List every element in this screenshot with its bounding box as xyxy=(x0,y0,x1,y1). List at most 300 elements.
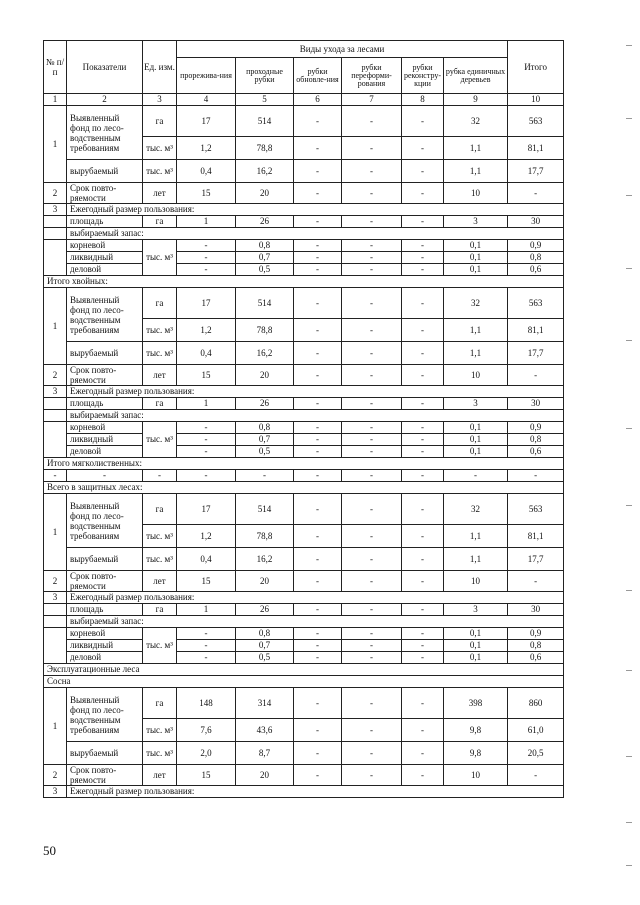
liquid-label: ликвидный xyxy=(67,640,143,652)
value-cell: - xyxy=(294,264,342,276)
section-title: Итого хвойных: xyxy=(44,276,564,288)
value-cell: 563 xyxy=(508,106,564,137)
value-cell: 0,6 xyxy=(508,264,564,276)
value-cell: - xyxy=(342,548,402,571)
value-cell: 0,7 xyxy=(236,640,294,652)
value-cell: 0,1 xyxy=(444,422,508,434)
value-cell: - xyxy=(342,742,402,765)
value-cell: - xyxy=(44,470,67,482)
value-cell: 0,6 xyxy=(508,446,564,458)
empty-cell xyxy=(44,216,67,228)
forest-care-table xyxy=(43,40,564,798)
value-cell: 9,8 xyxy=(444,719,508,742)
value-cell: - xyxy=(294,494,342,525)
table-row xyxy=(44,106,564,137)
value-cell: - xyxy=(402,571,444,592)
value-cell: - xyxy=(342,719,402,742)
cut-label: вырубаемый xyxy=(67,342,143,365)
value-cell: - xyxy=(177,264,236,276)
value-cell: 15 xyxy=(177,765,236,786)
value-cell: 0,5 xyxy=(236,264,294,276)
unit-cell: га xyxy=(143,604,177,616)
table-row xyxy=(44,765,564,786)
kind-header: рубки обновле-ния xyxy=(294,58,342,94)
value-cell: 3 xyxy=(444,604,508,616)
table-row xyxy=(44,422,564,434)
value-cell: 17 xyxy=(177,494,236,525)
value-cell: - xyxy=(177,652,236,664)
value-cell: 0,8 xyxy=(508,640,564,652)
found-label: Выявленный фонд по лесо-водственным требованиям xyxy=(67,494,143,548)
stock-label: выбираемый запас: xyxy=(67,616,564,628)
found-label: Выявленный фонд по лесо-водственным требованиям xyxy=(67,106,143,160)
value-cell: - xyxy=(294,319,342,342)
value-cell: 0,7 xyxy=(236,252,294,264)
value-cell: - xyxy=(177,470,236,482)
table-row xyxy=(44,628,564,640)
value-cell: - xyxy=(294,365,342,386)
value-cell: 32 xyxy=(444,494,508,525)
value-cell: - xyxy=(294,342,342,365)
value-cell: - xyxy=(294,548,342,571)
page-number: 50 xyxy=(43,843,56,858)
value-cell: 81,1 xyxy=(508,525,564,548)
unit-cell: га xyxy=(143,494,177,525)
value-cell: - xyxy=(177,640,236,652)
value-cell: - xyxy=(294,160,342,183)
value-cell: - xyxy=(508,365,564,386)
value-cell: - xyxy=(342,342,402,365)
value-cell: 0,6 xyxy=(508,652,564,664)
value-cell: 0,1 xyxy=(444,640,508,652)
value-cell: 1,2 xyxy=(177,525,236,548)
table-body xyxy=(44,106,564,798)
table-row xyxy=(44,365,564,386)
value-cell: - xyxy=(402,470,444,482)
unit-cell: лет xyxy=(143,183,177,204)
table-row xyxy=(44,640,564,652)
unit-cell: га xyxy=(143,398,177,410)
value-cell: - xyxy=(177,434,236,446)
value-cell: 860 xyxy=(508,688,564,719)
row-number-1: 1 xyxy=(44,288,67,365)
period-label: Срок повто-ряемости xyxy=(67,765,143,786)
kind-header: рубки реконстру-кции xyxy=(402,58,444,94)
col-num-header: № п/ п xyxy=(44,41,67,94)
value-cell: - xyxy=(342,183,402,204)
value-cell: 398 xyxy=(444,688,508,719)
col-number: 1 xyxy=(44,94,67,106)
row-number-3: 3 xyxy=(44,786,67,798)
value-cell: 32 xyxy=(444,106,508,137)
table-row xyxy=(44,742,564,765)
value-cell: - xyxy=(67,470,143,482)
value-cell: 1,2 xyxy=(177,137,236,160)
value-cell: 20,5 xyxy=(508,742,564,765)
value-cell: 0,1 xyxy=(444,434,508,446)
value-cell: - xyxy=(294,470,342,482)
value-cell: 1 xyxy=(177,216,236,228)
value-cell: - xyxy=(402,183,444,204)
value-cell: - xyxy=(402,628,444,640)
value-cell: - xyxy=(402,652,444,664)
value-cell: 17,7 xyxy=(508,342,564,365)
value-cell: 0,1 xyxy=(444,628,508,640)
value-cell: 17,7 xyxy=(508,160,564,183)
value-cell: - xyxy=(342,216,402,228)
col-number: 2 xyxy=(67,94,143,106)
value-cell: 30 xyxy=(508,216,564,228)
value-cell: 17,7 xyxy=(508,548,564,571)
value-cell: - xyxy=(402,160,444,183)
value-cell: - xyxy=(508,765,564,786)
value-cell: - xyxy=(342,252,402,264)
col-unit-header: Ед. изм. xyxy=(143,41,177,94)
unit-cell: лет xyxy=(143,571,177,592)
section-title: Эксплуатационные леса xyxy=(44,664,564,676)
unit-cell: тыс. м³ xyxy=(143,548,177,571)
value-cell: - xyxy=(342,604,402,616)
value-cell: - xyxy=(294,106,342,137)
period-label: Срок повто-ряемости xyxy=(67,365,143,386)
value-cell: - xyxy=(294,252,342,264)
value-cell: 30 xyxy=(508,604,564,616)
value-cell: 78,8 xyxy=(236,525,294,548)
col-number: 8 xyxy=(402,94,444,106)
value-cell: - xyxy=(177,252,236,264)
cut-label: вырубаемый xyxy=(67,548,143,571)
value-cell: - xyxy=(294,652,342,664)
value-cell: - xyxy=(402,216,444,228)
col-number: 3 xyxy=(143,94,177,106)
unit-cell: га xyxy=(143,688,177,719)
table-row xyxy=(44,252,564,264)
col-number: 6 xyxy=(294,94,342,106)
row-number-3: 3 xyxy=(44,592,67,604)
value-cell: 563 xyxy=(508,494,564,525)
value-cell: - xyxy=(177,422,236,434)
kind-header: проходные рубки xyxy=(236,58,294,94)
value-cell: 514 xyxy=(236,106,294,137)
value-cell: 15 xyxy=(177,365,236,386)
value-cell: 563 xyxy=(508,288,564,319)
unit-cell: тыс. м³ xyxy=(143,719,177,742)
business-label: деловой xyxy=(67,652,143,664)
value-cell: 20 xyxy=(236,765,294,786)
value-cell: - xyxy=(342,525,402,548)
value-cell: 0,5 xyxy=(236,446,294,458)
value-cell: - xyxy=(402,742,444,765)
value-cell: - xyxy=(342,319,402,342)
root-label: корневой xyxy=(67,422,143,434)
value-cell: - xyxy=(294,216,342,228)
value-cell: 16,2 xyxy=(236,342,294,365)
value-cell: 0,9 xyxy=(508,628,564,640)
value-cell: - xyxy=(402,446,444,458)
empty-cell xyxy=(44,240,67,276)
value-cell: 30 xyxy=(508,398,564,410)
value-cell: 314 xyxy=(236,688,294,719)
row-number-2: 2 xyxy=(44,183,67,204)
value-cell: 15 xyxy=(177,571,236,592)
value-cell: 2,0 xyxy=(177,742,236,765)
value-cell: - xyxy=(402,434,444,446)
value-cell: 16,2 xyxy=(236,160,294,183)
stock-label: выбираемый запас: xyxy=(67,410,564,422)
col-number: 4 xyxy=(177,94,236,106)
unit-cell: лет xyxy=(143,365,177,386)
value-cell: - xyxy=(342,106,402,137)
value-cell: - xyxy=(402,422,444,434)
table-row xyxy=(44,183,564,204)
unit-cell: тыс. м³ xyxy=(143,319,177,342)
value-cell: 1,1 xyxy=(444,319,508,342)
unit-cell: тыс. м³ xyxy=(143,160,177,183)
value-cell: 0,1 xyxy=(444,446,508,458)
row-number-1: 1 xyxy=(44,106,67,183)
stock-label: выбираемый запас: xyxy=(67,228,564,240)
value-cell: 1,1 xyxy=(444,525,508,548)
value-cell: - xyxy=(236,470,294,482)
table-row xyxy=(44,410,564,422)
value-cell: - xyxy=(294,422,342,434)
value-cell: - xyxy=(294,434,342,446)
row-number-1: 1 xyxy=(44,688,67,765)
table-row xyxy=(44,434,564,446)
value-cell: 26 xyxy=(236,216,294,228)
table-row xyxy=(44,664,564,676)
unit-cell: тыс. м³ xyxy=(143,137,177,160)
value-cell: - xyxy=(342,365,402,386)
root-label: корневой xyxy=(67,628,143,640)
value-cell: - xyxy=(342,446,402,458)
cut-label: вырубаемый xyxy=(67,160,143,183)
species-title: Сосна xyxy=(44,676,564,688)
unit-cell: га xyxy=(143,288,177,319)
value-cell: 20 xyxy=(236,571,294,592)
value-cell: - xyxy=(294,398,342,410)
annual-label: Ежегодный размер пользования: xyxy=(67,592,564,604)
value-cell: - xyxy=(402,106,444,137)
table-row xyxy=(44,470,564,482)
value-cell: 43,6 xyxy=(236,719,294,742)
row-number-2: 2 xyxy=(44,765,67,786)
value-cell: - xyxy=(143,470,177,482)
value-cell: - xyxy=(342,571,402,592)
value-cell: - xyxy=(402,604,444,616)
business-label: деловой xyxy=(67,446,143,458)
table-row xyxy=(44,216,564,228)
value-cell: - xyxy=(508,571,564,592)
value-cell: 81,1 xyxy=(508,137,564,160)
value-cell: - xyxy=(402,264,444,276)
value-cell: - xyxy=(508,470,564,482)
value-cell: 16,2 xyxy=(236,548,294,571)
value-cell: 26 xyxy=(236,398,294,410)
value-cell: 10 xyxy=(444,571,508,592)
area-label: площадь xyxy=(67,398,143,410)
unit-cell: тыс. м³ xyxy=(143,525,177,548)
value-cell: 32 xyxy=(444,288,508,319)
value-cell: 10 xyxy=(444,183,508,204)
unit-cell: тыс. м³ xyxy=(143,342,177,365)
table-row xyxy=(44,446,564,458)
value-cell: 0,5 xyxy=(236,652,294,664)
value-cell: - xyxy=(294,765,342,786)
table-row xyxy=(44,604,564,616)
col-number: 7 xyxy=(342,94,402,106)
value-cell: - xyxy=(342,688,402,719)
value-cell: 1 xyxy=(177,604,236,616)
area-label: площадь xyxy=(67,216,143,228)
business-label: деловой xyxy=(67,264,143,276)
col-number: 5 xyxy=(236,94,294,106)
unit-cell: га xyxy=(143,106,177,137)
value-cell: - xyxy=(294,288,342,319)
liquid-label: ликвидный xyxy=(67,434,143,446)
value-cell: - xyxy=(294,604,342,616)
value-cell: - xyxy=(342,652,402,664)
empty-cell xyxy=(44,398,67,410)
section-title: Итого мягколиственных: xyxy=(44,458,564,470)
value-cell: - xyxy=(402,640,444,652)
value-cell: 1,1 xyxy=(444,342,508,365)
table-row xyxy=(44,160,564,183)
value-cell: - xyxy=(402,494,444,525)
period-label: Срок повто-ряемости xyxy=(67,183,143,204)
value-cell: - xyxy=(294,446,342,458)
value-cell: - xyxy=(402,240,444,252)
forest-care-table-sheet xyxy=(43,40,563,798)
value-cell: - xyxy=(342,288,402,319)
table-row xyxy=(44,592,564,604)
value-cell: 17 xyxy=(177,288,236,319)
col-number: 9 xyxy=(444,94,508,106)
value-cell: 10 xyxy=(444,765,508,786)
value-cell: - xyxy=(342,434,402,446)
value-cell: 0,4 xyxy=(177,342,236,365)
table-row xyxy=(44,652,564,664)
annual-label: Ежегодный размер пользования: xyxy=(67,204,564,216)
value-cell: 26 xyxy=(236,604,294,616)
value-cell: 0,4 xyxy=(177,548,236,571)
area-label: площадь xyxy=(67,604,143,616)
table-row xyxy=(44,458,564,470)
table-row xyxy=(44,240,564,252)
value-cell: 1,1 xyxy=(444,160,508,183)
value-cell: 81,1 xyxy=(508,319,564,342)
table-row xyxy=(44,228,564,240)
value-cell: - xyxy=(294,525,342,548)
value-cell: - xyxy=(342,160,402,183)
value-cell: - xyxy=(402,365,444,386)
value-cell: - xyxy=(342,137,402,160)
empty-cell xyxy=(44,422,67,458)
value-cell: - xyxy=(342,240,402,252)
value-cell: - xyxy=(402,342,444,365)
row-number-2: 2 xyxy=(44,365,67,386)
value-cell: - xyxy=(402,252,444,264)
table-row xyxy=(44,786,564,798)
kind-header: рубки переформи-рования xyxy=(342,58,402,94)
table-row xyxy=(44,676,564,688)
table-row xyxy=(44,494,564,525)
col-indicators-header: Показатели xyxy=(67,41,143,94)
value-cell: 0,1 xyxy=(444,240,508,252)
value-cell: - xyxy=(402,548,444,571)
value-cell: - xyxy=(294,688,342,719)
value-cell: - xyxy=(342,628,402,640)
cut-label: вырубаемый xyxy=(67,742,143,765)
empty-cell xyxy=(44,616,67,628)
value-cell: - xyxy=(402,688,444,719)
table-row xyxy=(44,204,564,216)
value-cell: 10 xyxy=(444,365,508,386)
table-row xyxy=(44,398,564,410)
value-cell: 148 xyxy=(177,688,236,719)
value-cell: - xyxy=(508,183,564,204)
value-cell: 8,7 xyxy=(236,742,294,765)
unit-cell: тыс. м³ xyxy=(143,628,177,664)
value-cell: 0,7 xyxy=(236,434,294,446)
value-cell: - xyxy=(402,525,444,548)
kind-header: рубка единичных деревьев xyxy=(444,58,508,94)
value-cell: - xyxy=(294,719,342,742)
empty-cell xyxy=(44,228,67,240)
value-cell: - xyxy=(342,422,402,434)
value-cell: - xyxy=(402,719,444,742)
row-number-3: 3 xyxy=(44,204,67,216)
value-cell: 78,8 xyxy=(236,319,294,342)
col-number: 10 xyxy=(508,94,564,106)
value-cell: 15 xyxy=(177,183,236,204)
root-label: корневой xyxy=(67,240,143,252)
value-cell: 61,0 xyxy=(508,719,564,742)
value-cell: 1,1 xyxy=(444,137,508,160)
value-cell: 0,8 xyxy=(508,434,564,446)
value-cell: - xyxy=(294,640,342,652)
annual-label: Ежегодный размер пользования: xyxy=(67,386,564,398)
value-cell: 20 xyxy=(236,365,294,386)
empty-cell xyxy=(44,628,67,664)
value-cell: 0,1 xyxy=(444,252,508,264)
value-cell: 17 xyxy=(177,106,236,137)
value-cell: - xyxy=(294,628,342,640)
value-cell: - xyxy=(342,470,402,482)
empty-cell xyxy=(44,410,67,422)
value-cell: 1,2 xyxy=(177,319,236,342)
table-row xyxy=(44,386,564,398)
row-number-1: 1 xyxy=(44,494,67,571)
value-cell: 1,1 xyxy=(444,548,508,571)
value-cell: 3 xyxy=(444,398,508,410)
table-row xyxy=(44,288,564,319)
value-cell: - xyxy=(177,240,236,252)
table-row xyxy=(44,688,564,719)
kind-header: прорежива-ния xyxy=(177,58,236,94)
value-cell: - xyxy=(177,446,236,458)
value-cell: - xyxy=(402,319,444,342)
table-row xyxy=(44,276,564,288)
value-cell: 0,8 xyxy=(236,628,294,640)
value-cell: 0,1 xyxy=(444,652,508,664)
value-cell: - xyxy=(402,398,444,410)
table-row xyxy=(44,342,564,365)
table-row xyxy=(44,571,564,592)
value-cell: 9,8 xyxy=(444,742,508,765)
value-cell: 0,8 xyxy=(236,422,294,434)
value-cell: 20 xyxy=(236,183,294,204)
